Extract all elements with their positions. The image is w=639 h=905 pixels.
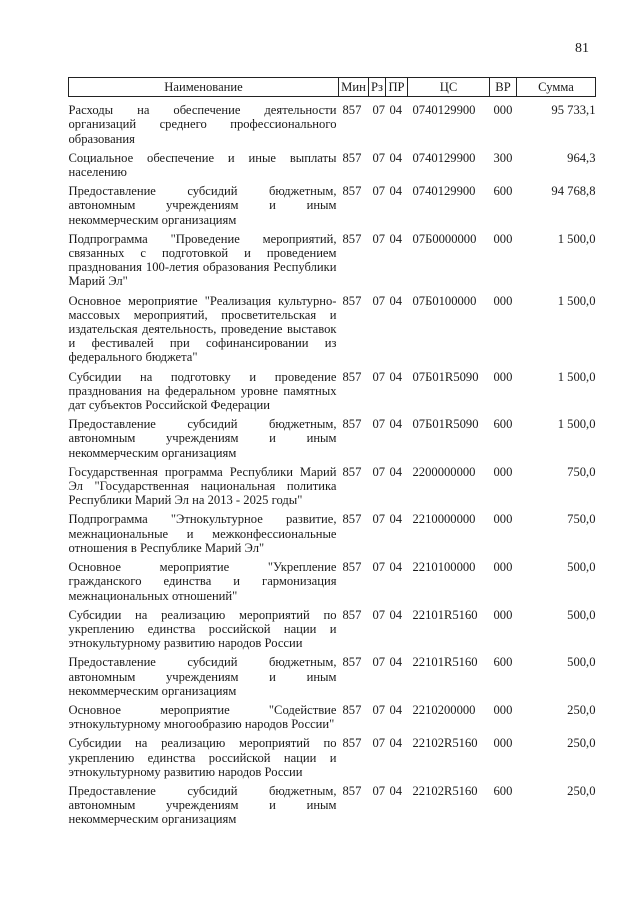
cell-min: 857 bbox=[342, 184, 362, 199]
cell-name: Государственная программа Республики Марий Эл "Государственная национальная политика Республики Марий Эл на 2013 - 2025 годы" bbox=[68, 464, 337, 508]
table-row bbox=[69, 560, 596, 608]
cell-sum: 250,0 bbox=[567, 783, 596, 798]
cell-name: Основное мероприятие "Реализация культурно-массовых мероприятий, просветительская и издательская деятельность, проведение выставок и фестивалей при софинансировании из федерального бюджета" bbox=[68, 293, 337, 365]
cell-cs: 07Б01R5090 bbox=[412, 369, 479, 384]
table-row bbox=[69, 294, 596, 370]
cell-pr: 04 bbox=[389, 512, 403, 527]
cell-sum: 750,0 bbox=[567, 464, 596, 479]
table-row bbox=[69, 232, 596, 294]
table-row bbox=[69, 184, 596, 232]
table-row bbox=[69, 655, 596, 703]
cell-vr: 000 bbox=[493, 103, 513, 118]
cell-pr: 04 bbox=[389, 231, 403, 246]
cell-pr: 04 bbox=[389, 783, 403, 798]
cell-vr: 000 bbox=[493, 293, 513, 308]
cell-rz: 07 bbox=[372, 607, 386, 622]
cell-cs: 22101R5160 bbox=[412, 655, 478, 670]
cell-rz: 07 bbox=[372, 736, 386, 751]
cell-rz: 07 bbox=[372, 293, 386, 308]
cell-vr: 000 bbox=[493, 464, 513, 479]
cell-min: 857 bbox=[342, 231, 362, 246]
cell-rz: 07 bbox=[372, 369, 386, 384]
cell-pr: 04 bbox=[389, 702, 403, 717]
cell-name: Предоставление субсидий бюджетным, автономным учреждениям и иным некоммерческим организациям bbox=[68, 783, 337, 827]
table-row bbox=[69, 736, 596, 784]
cell-pr: 04 bbox=[389, 417, 403, 432]
cell-cs: 2210100000 bbox=[412, 560, 476, 575]
cell-pr: 04 bbox=[389, 369, 403, 384]
cell-cs: 22101R5160 bbox=[412, 607, 478, 622]
cell-rz: 07 bbox=[372, 184, 386, 199]
cell-name: Подпрограмма "Проведение мероприятий, связанных с подготовкой и проведением празднования 100-летия образования Республики Марий Эл" bbox=[68, 231, 337, 289]
cell-rz: 07 bbox=[372, 464, 386, 479]
cell-rz: 07 bbox=[372, 702, 386, 717]
table-row bbox=[69, 465, 596, 513]
cell-min: 857 bbox=[342, 783, 362, 798]
cell-min: 857 bbox=[342, 150, 362, 165]
cell-cs: 0740129900 bbox=[412, 103, 476, 118]
cell-sum: 500,0 bbox=[567, 560, 596, 575]
cell-sum: 500,0 bbox=[567, 655, 596, 670]
cell-pr: 04 bbox=[389, 103, 403, 118]
cell-sum: 964,3 bbox=[567, 150, 596, 165]
cell-vr: 600 bbox=[493, 783, 513, 798]
cell-rz: 07 bbox=[372, 417, 386, 432]
cell-cs: 2200000000 bbox=[412, 464, 476, 479]
cell-name: Социальное обеспечение и иные выплаты населению bbox=[68, 150, 337, 180]
cell-vr: 000 bbox=[493, 560, 513, 575]
cell-cs: 0740129900 bbox=[412, 184, 476, 199]
cell-rz: 07 bbox=[372, 150, 386, 165]
page-number: 81 bbox=[575, 41, 589, 56]
table-body bbox=[69, 97, 596, 832]
cell-sum: 1 500,0 bbox=[557, 369, 596, 384]
cell-pr: 04 bbox=[389, 655, 403, 670]
cell-pr: 04 bbox=[389, 560, 403, 575]
table-row bbox=[69, 784, 596, 832]
cell-cs: 07Б01R5090 bbox=[412, 417, 479, 432]
header-vr: ВР bbox=[490, 78, 517, 97]
table-row bbox=[69, 512, 596, 560]
cell-vr: 600 bbox=[493, 184, 513, 199]
budget-table bbox=[68, 77, 596, 832]
table-row bbox=[69, 103, 596, 151]
cell-pr: 04 bbox=[389, 150, 403, 165]
cell-cs: 2210000000 bbox=[412, 512, 476, 527]
cell-cs: 07Б0000000 bbox=[412, 231, 477, 246]
cell-sum: 250,0 bbox=[567, 736, 596, 751]
table-row bbox=[69, 370, 596, 418]
cell-pr: 04 bbox=[389, 293, 403, 308]
cell-name: Предоставление субсидий бюджетным, автономным учреждениям и иным некоммерческим организациям bbox=[68, 655, 337, 698]
cell-min: 857 bbox=[342, 293, 362, 308]
cell-name: Основное мероприятие "Укрепление гражданского единства и гармонизация межнациональных отношений" bbox=[68, 560, 337, 603]
cell-vr: 300 bbox=[493, 150, 513, 165]
cell-min: 857 bbox=[342, 464, 362, 479]
cell-sum: 1 500,0 bbox=[557, 293, 596, 308]
cell-min: 857 bbox=[342, 560, 362, 575]
cell-vr: 000 bbox=[493, 702, 513, 717]
header-min: Мин bbox=[339, 78, 369, 97]
table-row bbox=[69, 417, 596, 465]
cell-min: 857 bbox=[342, 607, 362, 622]
cell-sum: 1 500,0 bbox=[557, 417, 596, 432]
cell-pr: 04 bbox=[389, 607, 403, 622]
cell-rz: 07 bbox=[372, 103, 386, 118]
header-name: Наименование bbox=[69, 78, 339, 97]
cell-cs: 07Б0100000 bbox=[412, 293, 477, 308]
cell-name: Предоставление субсидий бюджетным, автономным учреждениям и иным некоммерческим организациям bbox=[68, 417, 337, 460]
table-header bbox=[69, 78, 596, 97]
cell-pr: 04 bbox=[389, 184, 403, 199]
cell-min: 857 bbox=[342, 736, 362, 751]
cell-cs: 0740129900 bbox=[412, 150, 476, 165]
cell-sum: 500,0 bbox=[567, 607, 596, 622]
cell-name: Подпрограмма "Этнокультурное развитие, межнациональные и межконфессиональные отношения в Республике Марий Эл" bbox=[68, 512, 337, 555]
cell-sum: 750,0 bbox=[567, 512, 596, 527]
cell-pr: 04 bbox=[389, 464, 403, 479]
header-sum: Сумма bbox=[517, 78, 596, 97]
cell-rz: 07 bbox=[372, 231, 386, 246]
table-row bbox=[69, 703, 596, 736]
cell-min: 857 bbox=[342, 702, 362, 717]
cell-rz: 07 bbox=[372, 512, 386, 527]
header-cs: ЦС bbox=[408, 78, 490, 97]
table-row bbox=[69, 151, 596, 184]
cell-name: Расходы на обеспечение деятельности организаций среднего профессионального образования bbox=[68, 103, 337, 146]
cell-min: 857 bbox=[342, 655, 362, 670]
cell-vr: 600 bbox=[493, 417, 513, 432]
cell-vr: 000 bbox=[493, 369, 513, 384]
cell-rz: 07 bbox=[372, 783, 386, 798]
cell-rz: 07 bbox=[372, 560, 386, 575]
cell-name: Основное мероприятие "Содействие этнокультурному многообразию народов России" bbox=[68, 702, 337, 732]
cell-min: 857 bbox=[342, 417, 362, 432]
cell-sum: 95 733,1 bbox=[551, 103, 596, 118]
cell-min: 857 bbox=[342, 103, 362, 118]
cell-rz: 07 bbox=[372, 655, 386, 670]
cell-sum: 1 500,0 bbox=[557, 231, 596, 246]
header-rz: Рз bbox=[369, 78, 386, 97]
cell-vr: 000 bbox=[493, 231, 513, 246]
cell-name: Субсидии на реализацию мероприятий по укреплению единства российской нации и этнокультурному развитию народов России bbox=[68, 607, 337, 651]
cell-name: Субсидии на реализацию мероприятий по укреплению единства российской нации и этнокультурному развитию народов России bbox=[68, 736, 337, 779]
cell-vr: 000 bbox=[493, 607, 513, 622]
cell-cs: 2210200000 bbox=[412, 702, 476, 717]
cell-cs: 22102R5160 bbox=[412, 736, 478, 751]
cell-cs: 22102R5160 bbox=[412, 783, 478, 798]
cell-name: Предоставление субсидий бюджетным, автономным учреждениям и иным некоммерческим организациям bbox=[68, 184, 337, 227]
header-pr: ПР bbox=[386, 78, 408, 97]
cell-sum: 250,0 bbox=[567, 702, 596, 717]
cell-vr: 600 bbox=[493, 655, 513, 670]
table-row bbox=[69, 608, 596, 656]
cell-vr: 000 bbox=[493, 512, 513, 527]
cell-min: 857 bbox=[342, 512, 362, 527]
cell-min: 857 bbox=[342, 369, 362, 384]
cell-pr: 04 bbox=[389, 736, 403, 751]
cell-name: Субсидии на подготовку и проведение празднования на федеральном уровне памятных дат субъектов Российской Федерации bbox=[68, 369, 337, 413]
cell-vr: 000 bbox=[493, 736, 513, 751]
cell-sum: 94 768,8 bbox=[551, 184, 596, 199]
